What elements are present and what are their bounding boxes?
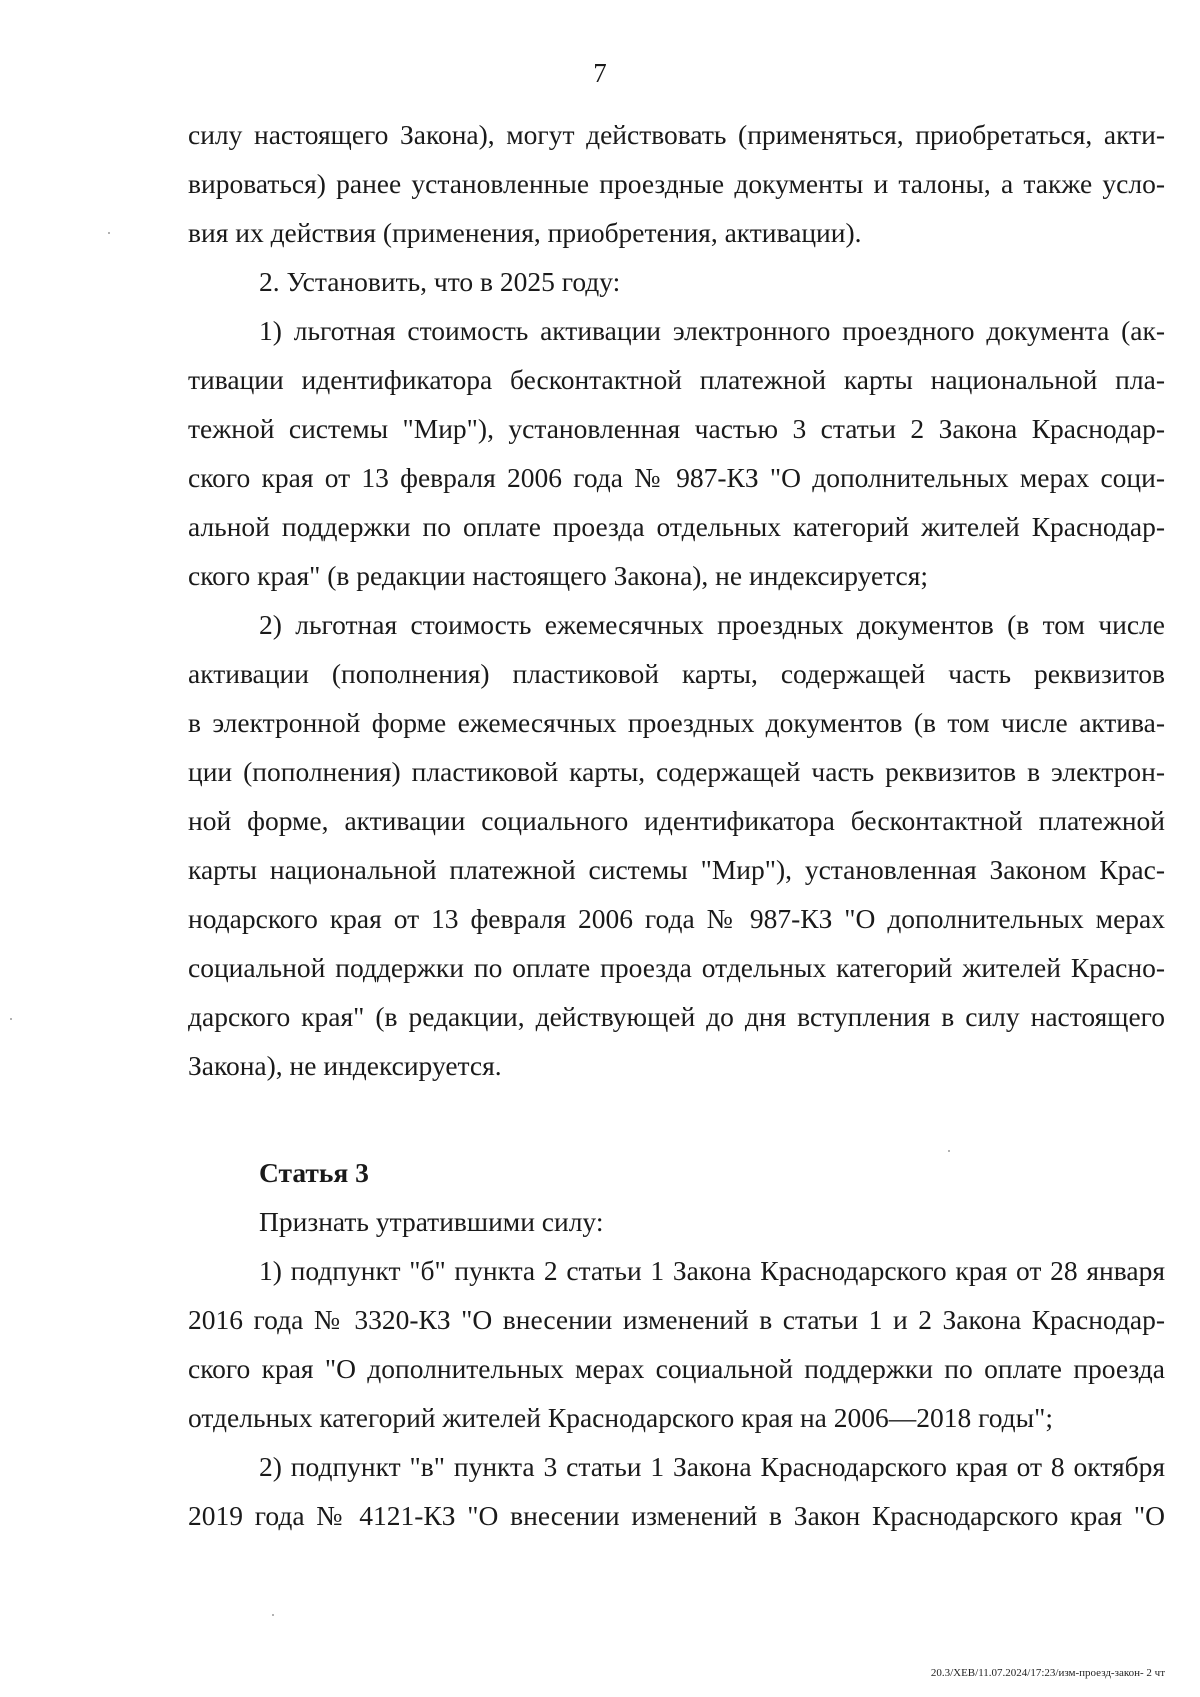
text-line: вироваться) ранее установленные проездные документы и талоны, а также усло- <box>188 168 1165 199</box>
paragraph-start-line: 2. Установить, что в 2025 году: <box>259 266 621 297</box>
text-line: отдельных категорий жителей Краснодарского края на 2006—2018 годы"; <box>188 1402 1054 1433</box>
text-line: тежной системы "Мир"), установленная частью 3 статьи 2 Закона Краснодар- <box>188 413 1165 444</box>
text-line: ции (пополнения) пластиковой карты, содержащей часть реквизитов в электрон- <box>188 756 1165 787</box>
text-line: дарского края" (в редакции, действующей до дня вступления в силу настоящего <box>188 1001 1165 1032</box>
scan-speck <box>10 1018 12 1020</box>
text-line: ского края" (в редакции настоящего Закона), не индексируется; <box>188 560 929 591</box>
text-line: 2016 года № 3320-КЗ "О внесении изменений в статьи 1 и 2 Закона Краснодар- <box>188 1304 1165 1335</box>
article-2-body <box>188 110 1165 1090</box>
document-footer-code: 20.3/ХЕВ/11.07.2024/17:23/изм-проезд-закон- 2 чт <box>930 1667 1165 1679</box>
paragraph-start-line: Признать утратившими силу: <box>259 1206 604 1237</box>
text-line: Закона), не индексируется. <box>188 1050 502 1081</box>
text-line: карты национальной платежной системы "Мир"), установленная Законом Крас- <box>188 854 1165 885</box>
paragraph-start-line: 2) подпункт "в" пункта 3 статьи 1 Закона Краснодарского края от 8 октября <box>259 1451 1165 1482</box>
text-line: альной поддержки по оплате проезда отдельных категорий жителей Краснодар- <box>188 511 1165 542</box>
scan-speck <box>108 232 110 234</box>
text-line: в электронной форме ежемесячных проездных документов (в том числе актива- <box>188 707 1165 738</box>
paragraph-start-line: 1) подпункт "б" пункта 2 статьи 1 Закона Краснодарского края от 28 января <box>259 1255 1165 1286</box>
text-line: активации (пополнения) пластиковой карты, содержащей часть реквизитов <box>188 658 1165 689</box>
article-3-body <box>188 1197 1165 1540</box>
text-line: ной форме, активации социального идентификатора бесконтактной платежной <box>188 805 1165 836</box>
text-line: 2019 года № 4121-КЗ "О внесении изменений в Закон Краснодарского края "О <box>188 1500 1165 1531</box>
scan-speck <box>272 1614 274 1616</box>
text-line: социальной поддержки по оплате проезда отдельных категорий жителей Красно- <box>188 952 1165 983</box>
paragraph-start-line: 2) льготная стоимость ежемесячных проездных документов (в том числе <box>259 609 1165 640</box>
scan-speck <box>948 1150 950 1152</box>
text-line: силу настоящего Закона), могут действовать (применяться, приобретаться, акти- <box>188 119 1165 150</box>
text-line: тивации идентификатора бесконтактной платежной карты национальной пла- <box>188 364 1165 395</box>
text-line: вия их действия (применения, приобретения, активации). <box>188 217 862 248</box>
text-line: нодарского края от 13 февраля 2006 года № 987-КЗ "О дополнительных мерах <box>188 903 1165 934</box>
text-line: ского края от 13 февраля 2006 года № 987-КЗ "О дополнительных мерах соци- <box>188 462 1165 493</box>
page-number: 7 <box>593 58 607 88</box>
article-3-heading: Статья 3 <box>259 1157 369 1188</box>
text-line: ского края "О дополнительных мерах социальной поддержки по оплате проезда <box>188 1353 1165 1384</box>
paragraph-start-line: 1) льготная стоимость активации электронного проездного документа (ак- <box>259 315 1165 346</box>
